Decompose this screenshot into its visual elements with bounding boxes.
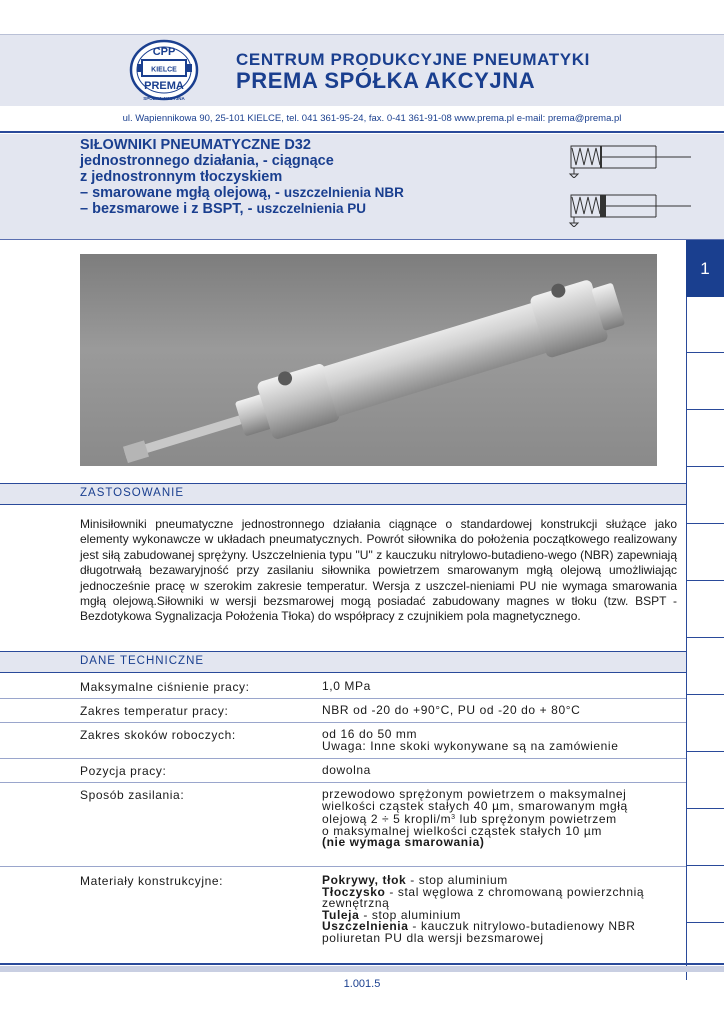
cylinder-magnet-symbol-icon bbox=[566, 193, 696, 227]
title-line4-a: – smarowane mgłą olejową, - bbox=[80, 185, 284, 201]
logo-text-sub: SPÓŁKA AKCYJNA bbox=[143, 96, 185, 101]
supply-line3-b: lub sprężonym powietrzem bbox=[455, 812, 617, 826]
title-line4-b: uszczelnienia NBR bbox=[283, 185, 404, 200]
supply-line2: wielkości cząstek stałych 40 µm, smarowanym mgłą bbox=[322, 798, 628, 813]
position-label: Pozycja pracy: bbox=[80, 764, 167, 778]
mat-5-bold: Uszczelnienia bbox=[322, 919, 409, 933]
tab-divider bbox=[686, 694, 724, 695]
application-text: Minisiłowniki pneumatyczne jednostronnego działania ciągnące o standardowej konstrukcji służące jako elementy wykonawcze w układach pneumatycznych. Powrót siłownika do położenia początkowego realizowany jest siłą zabudowanej sprężyny. Uszczelnienia typu "U" z kauczuku nitrylowo-butadieno-wego (NBR) zapewniają długotrwałą bezawaryjność przy zasilaniu siłownika powietrzem smarowanym mgłą olejową umożliwiając jednocześnie pracę w szerokim zakresie temperatur. Wersja z uszczel-nieniami PU nie wymaga smarowania mgłą olejową.Siłowniki w wersji bezsmarowej mogą posiadać zabudowany magnes w tłoku (tzw. BSPT - Bezdotykowa Sygnalizacja Położenia Tłoka) do współpracy z czujnikiem pola magnetycznego. bbox=[80, 517, 677, 624]
header-divider bbox=[0, 131, 724, 133]
title-line5 bbox=[80, 201, 404, 217]
row-divider bbox=[0, 782, 686, 783]
stroke-value bbox=[322, 729, 682, 752]
materials-value bbox=[322, 875, 682, 944]
tab-divider bbox=[686, 523, 724, 524]
materials-label: Materiały konstrukcyjne: bbox=[80, 874, 224, 888]
pressure-value bbox=[322, 681, 682, 693]
temp-value-text: NBR od -20 do +90°C, PU od -20 do + 80°C bbox=[322, 703, 581, 717]
row-divider bbox=[0, 698, 686, 699]
temp-value bbox=[322, 705, 682, 717]
stroke-label: Zakres skoków roboczych: bbox=[80, 728, 236, 742]
footer-band bbox=[0, 966, 724, 972]
stroke-value-2: Uwaga: Inne skoki wykonywane są na zamówienie bbox=[322, 738, 619, 753]
row-divider bbox=[0, 758, 686, 759]
row-divider bbox=[0, 722, 686, 723]
logo-text-top: CPP bbox=[152, 46, 176, 58]
tab-divider bbox=[686, 466, 724, 467]
supply-value bbox=[322, 789, 682, 849]
product-title bbox=[80, 137, 404, 217]
tab-divider bbox=[686, 865, 724, 866]
company-name-line1: CENTRUM PRODUKCYJNE PNEUMATYKI bbox=[236, 50, 590, 69]
position-value bbox=[322, 765, 682, 777]
product-photo bbox=[80, 254, 657, 466]
supply-line1: przewodowo sprężonym powietrzem o maksymalnej bbox=[322, 787, 627, 801]
mat-3: zewnętrzną bbox=[322, 896, 390, 910]
supply-line3-sup: 3 bbox=[451, 814, 456, 821]
supply-line4: o maksymalnej wielkości cząstek stałych 10 µm bbox=[322, 823, 602, 838]
row-divider bbox=[0, 866, 686, 867]
pressure-value-text: 1,0 MPa bbox=[322, 679, 371, 693]
logo-text-mid: KIELCE bbox=[151, 66, 177, 74]
title-line5-b: uszczelnienia PU bbox=[256, 201, 367, 216]
mat-1-bold: Pokrywy, tłok bbox=[322, 873, 407, 887]
title-line3: z jednostronnym tłoczyskiem bbox=[80, 169, 283, 185]
supply-label: Sposób zasilania: bbox=[80, 788, 185, 802]
title-line2: jednostronnego działania, - ciągnące bbox=[80, 153, 334, 169]
title-line5-a: – bezsmarowe i z BSPT, - bbox=[80, 201, 257, 217]
tab-divider bbox=[686, 808, 724, 809]
mat-4-rest: - stop aluminium bbox=[359, 907, 461, 922]
supply-line5: (nie wymaga smarowania) bbox=[322, 835, 485, 849]
cylinder-symbol-icon bbox=[566, 144, 696, 178]
company-logo bbox=[128, 38, 200, 104]
mat-5-rest: - kauczuk nitrylowo-butadienowy NBR bbox=[408, 919, 636, 933]
company-name-line2: PREMA SPÓŁKA AKCYJNA bbox=[236, 68, 536, 93]
tab-divider bbox=[686, 637, 724, 638]
section-tabs bbox=[686, 240, 724, 980]
position-value-text: dowolna bbox=[322, 763, 371, 777]
tab-divider bbox=[686, 409, 724, 410]
title-line1: SIŁOWNIKI PNEUMATYCZNE D32 bbox=[80, 137, 311, 153]
footer-divider bbox=[0, 963, 724, 965]
tab-divider bbox=[686, 580, 724, 581]
contact-line: ul. Wapiennikowa 90, 25-101 KIELCE, tel. 041 361-95-24, fax. 0-41 361-91-08 www.prema.pl e-mail: prema@prema.pl bbox=[122, 113, 622, 124]
mat-2-rest: - stal węglowa z chromowaną powierzchnią bbox=[385, 884, 645, 899]
mat-2-bold: Tłoczysko bbox=[322, 884, 386, 899]
logo-text-bottom: PREMA bbox=[144, 80, 184, 92]
mat-6: poliuretan PU dla wersji bezsmarowej bbox=[322, 930, 544, 945]
mat-1-rest: - stop aluminium bbox=[406, 873, 508, 887]
tab-divider bbox=[686, 751, 724, 752]
title-divider bbox=[0, 239, 724, 240]
pressure-label: Maksymalne ciśnienie pracy: bbox=[80, 680, 250, 694]
tab-1[interactable]: 1 bbox=[686, 240, 724, 297]
mat-4-bold: Tuleja bbox=[322, 907, 360, 922]
tech-title: DANE TECHNICZNE bbox=[80, 655, 205, 667]
title-line4 bbox=[80, 185, 404, 201]
tab-divider bbox=[686, 352, 724, 353]
application-title: ZASTOSOWANIE bbox=[80, 487, 185, 499]
stroke-value-1: od 16 do 50 mm bbox=[322, 727, 418, 741]
tab-divider bbox=[686, 922, 724, 923]
supply-line3-a: olejową 2 ÷ 5 kropli/m bbox=[322, 812, 452, 826]
temp-label: Zakres temperatur pracy: bbox=[80, 704, 229, 718]
page-number: 1.001.5 bbox=[343, 978, 381, 990]
